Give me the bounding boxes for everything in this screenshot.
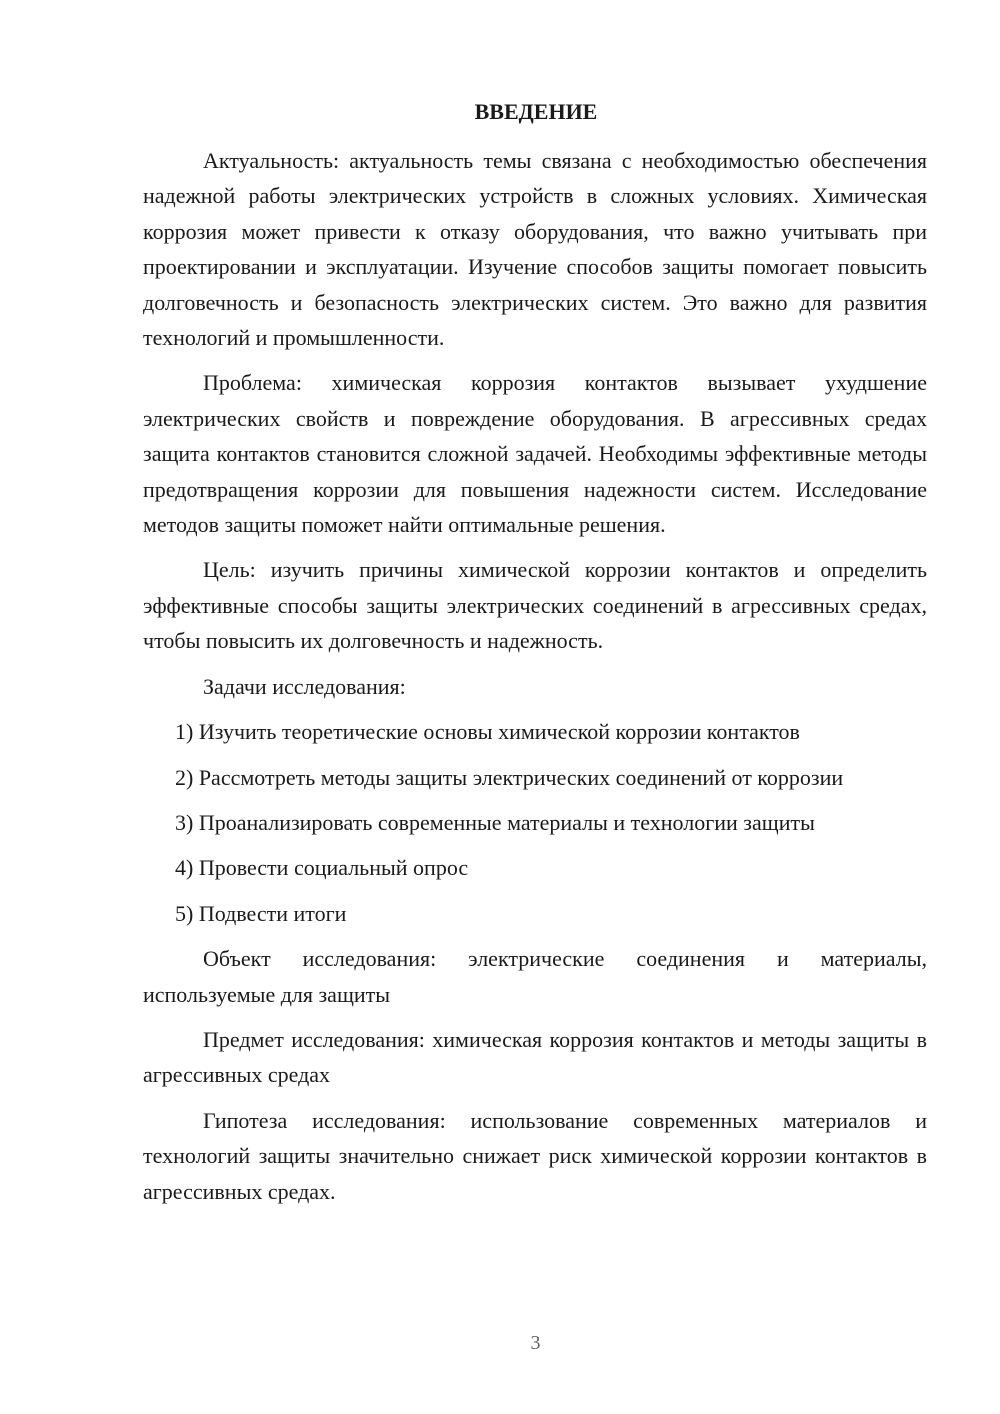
page-number: 3 (530, 1332, 541, 1354)
tasks-heading: Задачи исследования: (203, 673, 406, 699)
subject-paragraph: Предмет исследования: химическая коррозия контактов и методы защиты в агрессивных средах (143, 1026, 927, 1088)
task-item-4: 4) Провести социальный опрос (175, 855, 469, 881)
section-title: ВВЕДЕНИЕ (474, 99, 598, 124)
task-item-1: 1) Изучить теоретические основы химической коррозии контактов (175, 719, 800, 745)
task-item-5: 5) Подвести итоги (175, 900, 347, 926)
hypothesis-paragraph: Гипотеза исследования: использование современных материалов и технологий защиты значительно снижает риск химической коррозии контактов в агрессивных средах. (143, 1107, 927, 1204)
task-item-3: 3) Проанализировать современные материалы и технологии защиты (175, 809, 815, 835)
problem-paragraph: Проблема: химическая коррозия контактов вызывает ухудшение электрических свойств и повреждение оборудования. В агрессивных средах защита контактов становится сложной задачей. Необходимы эффективные методы предотвращения коррозии для повышения надежности систем. Исследование методов защиты поможет найти оптимальные решения. (143, 370, 927, 538)
goal-paragraph: Цель: изучить причины химической коррозии контактов и определить эффективные способы защиты электрических соединений в агрессивных средах, чтобы повысить их долговечность и надежность. (143, 557, 927, 654)
object-paragraph: Объект исследования: электрические соединения и материалы, используемые для защиты (143, 946, 927, 1007)
document-body (143, 94, 927, 1219)
relevance-paragraph: Актуальность: актуальность темы связана с необходимостью обеспечения надежной работы электрических устройств в сложных условиях. Химическая коррозия может привести к отказу оборудования, что важно учитывать при проектировании и эксплуатации. Изучение способов защиты помогает повысить долговечность и безопасность электрических систем. Это важно для развития технологий и промышленности. (143, 148, 927, 351)
task-item-2: 2) Рассмотреть методы защиты электрических соединений от коррозии (175, 764, 844, 790)
